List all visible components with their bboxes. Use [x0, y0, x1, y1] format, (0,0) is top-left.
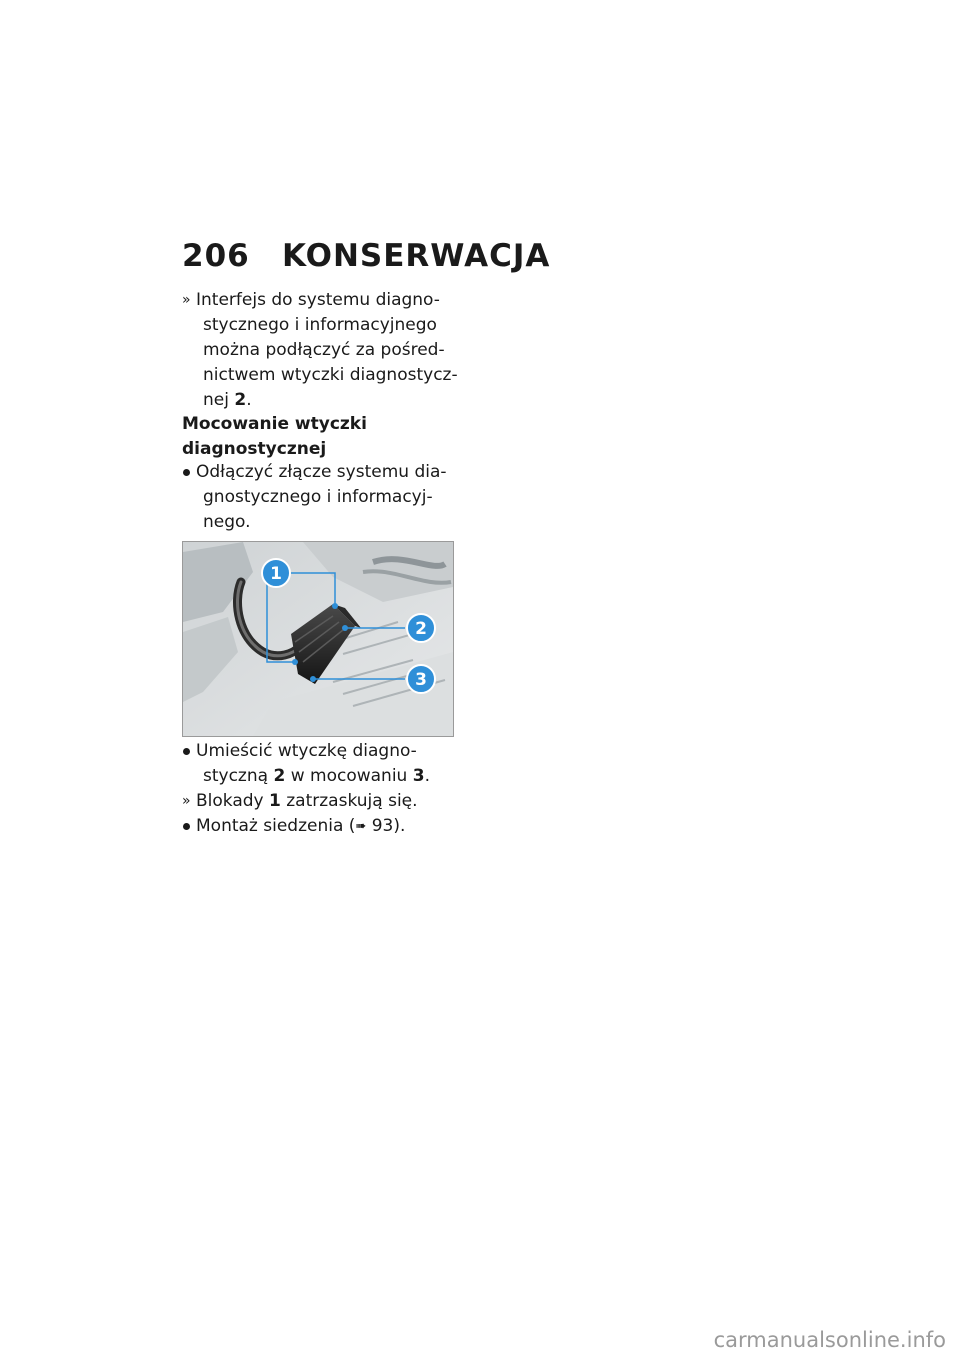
callout-3-label: 3	[415, 670, 427, 690]
figure-illustration	[183, 542, 453, 736]
steps-after	[182, 739, 462, 839]
result-marker: »	[182, 793, 191, 809]
ref-number: 2	[273, 766, 286, 786]
intro-text: nej	[203, 390, 235, 410]
step2-text-a: styczną	[203, 766, 274, 786]
step2-text-b: w mocowaniu	[285, 766, 413, 786]
page-reference-arrow-icon[interactable]: ➠	[355, 819, 367, 834]
callout-3	[407, 665, 435, 693]
step1-line-1: Odłączyć złącze systemu dia-	[196, 462, 447, 482]
intro-paragraph	[182, 288, 462, 413]
step2-text-c: .	[424, 766, 430, 786]
bullet-dot	[183, 748, 190, 755]
ref-number: 3	[412, 766, 425, 786]
intro-line-2: stycznego i informacyjnego	[203, 315, 437, 335]
intro-end: .	[246, 390, 252, 410]
chapter-title: KONSERWACJA	[282, 238, 551, 274]
bullet-dot	[183, 469, 190, 476]
step-3	[182, 814, 462, 839]
ref-number: 1	[269, 791, 281, 811]
page-number: 206	[182, 238, 250, 274]
heading-line-1: Mocowanie wtyczki	[182, 414, 367, 434]
step3-text-b: 93).	[366, 816, 406, 836]
callout-1	[262, 559, 290, 587]
callout-2	[407, 614, 435, 642]
result-text	[196, 789, 462, 814]
callout-2-label: 2	[415, 619, 427, 639]
step-1	[182, 460, 462, 535]
intro-line-4: nictwem wtyczki diagnostycz-	[203, 365, 458, 385]
intro-line-5	[196, 388, 462, 413]
result-text-b: zatrzaskują się.	[280, 791, 418, 811]
step3-text-a: Montaż siedzenia (	[196, 816, 356, 836]
section-heading	[182, 412, 462, 462]
step1-line-2: gnostycznego i informacyj-	[203, 487, 433, 507]
callout-1-label: 1	[270, 564, 282, 584]
heading-line-2: diagnostycznej	[182, 439, 327, 459]
bullet-dot	[183, 823, 190, 830]
result-text-a: Blokady	[196, 791, 270, 811]
watermark-site: carmanualsonline.info	[713, 1328, 946, 1352]
step3-text	[196, 814, 462, 839]
step-2	[182, 739, 462, 789]
ref-number: 2	[234, 390, 247, 410]
result-line	[182, 789, 462, 814]
intro-line-3: można podłączyć za pośred-	[203, 340, 445, 360]
diagnostic-plug-figure	[182, 541, 454, 737]
step2-line-2	[196, 764, 462, 789]
result-marker: »	[182, 292, 191, 308]
intro-line-1: Interfejs do systemu diagno-	[196, 290, 440, 310]
step1-line-3: nego.	[203, 512, 251, 532]
step2-line-1: Umieścić wtyczkę diagno-	[196, 741, 417, 761]
